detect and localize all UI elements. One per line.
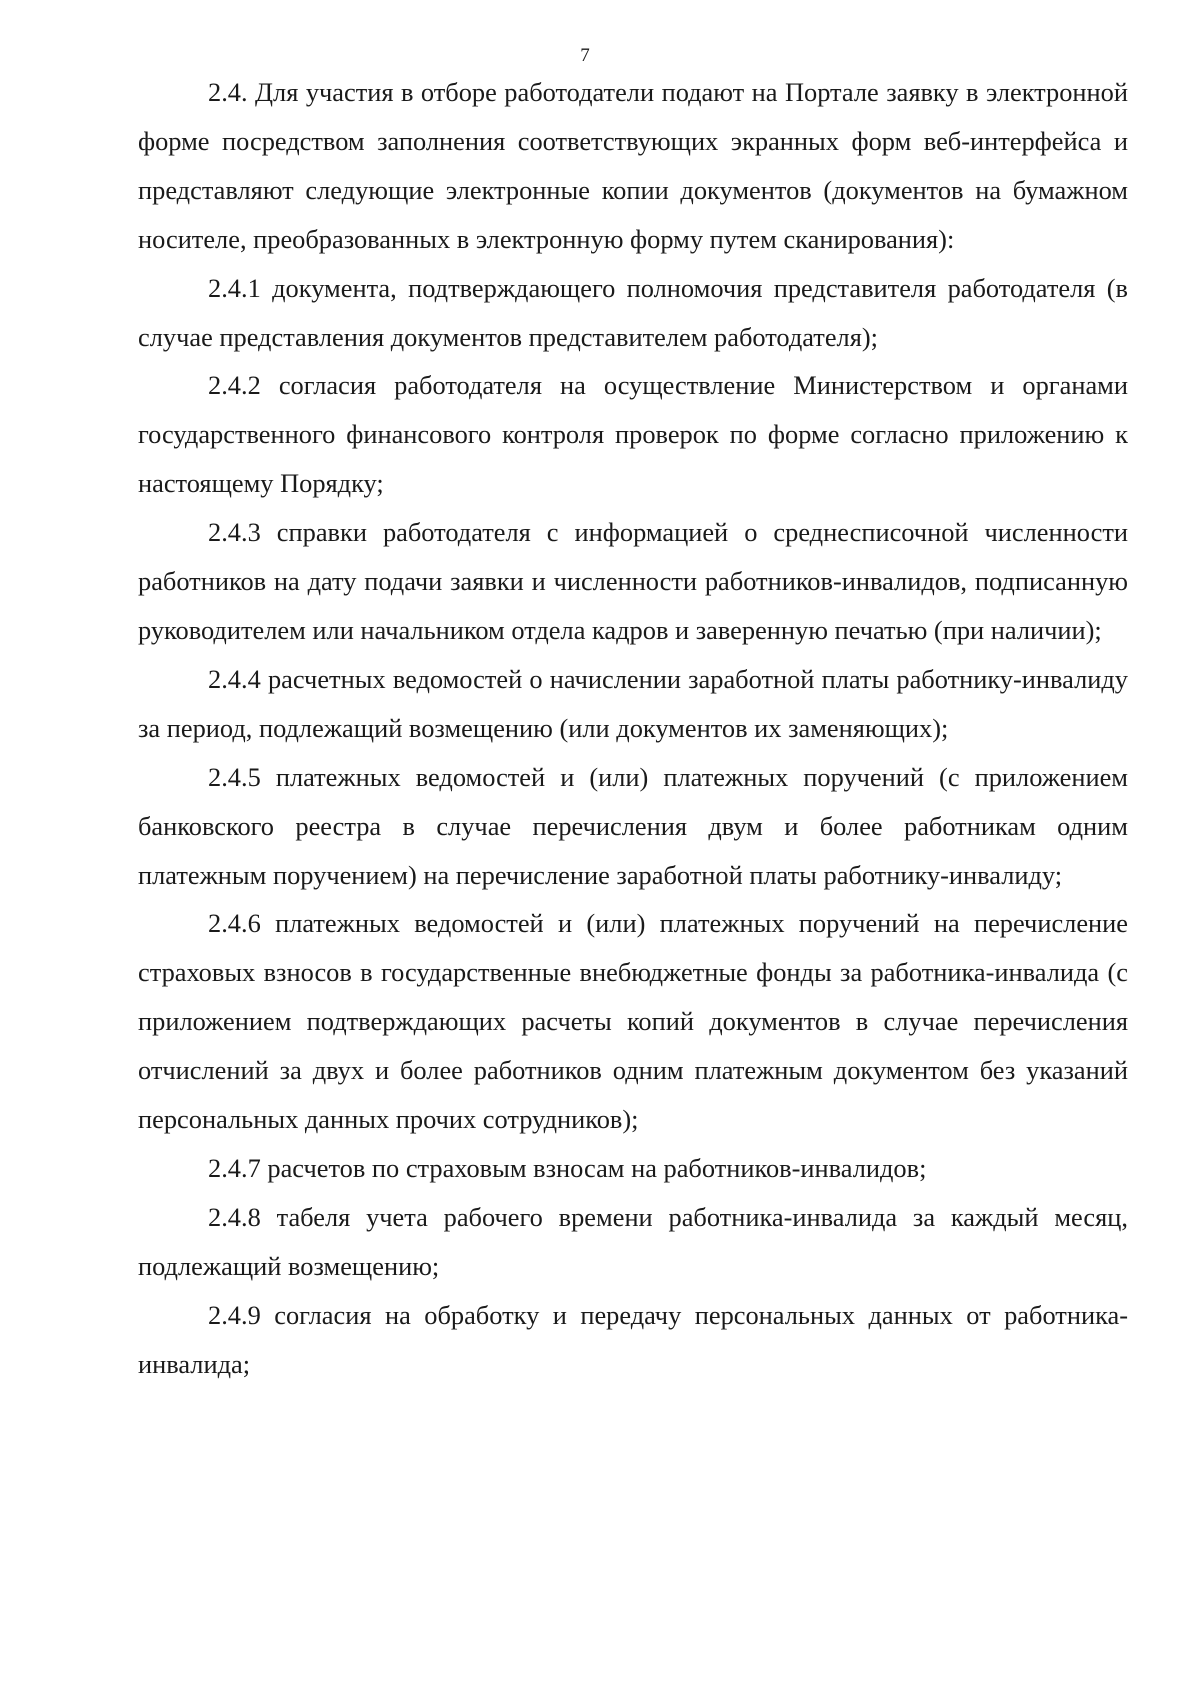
paragraph-2-4: 2.4. Для участия в отборе работодатели подают на Портале заявку в электронной форме посредством заполнения соответствующих экранных форм веб-интерфейса и представляют следующие электронные копии документов (документов на бумажном носителе, преобразованных в электронную форму путем сканирования): xyxy=(138,77,1128,254)
paragraph-2-4-5: 2.4.5 платежных ведомостей и (или) платежных поручений (с приложением банковского реестра в случае перечисления двум и более работникам одним платежным поручением) на перечисление заработной платы работнику-инвалиду; xyxy=(138,761,1128,890)
paragraph-2-4-3: 2.4.3 справки работодателя с информацией о среднесписочной численности работников на дату подачи заявки и численности работников-инвалидов, подписанную руководителем или начальником отдела кадров и заверенную печатью (при наличии); xyxy=(138,517,1128,645)
paragraph-2-4-7: 2.4.7 расчетов по страховым взносам на работников-инвалидов; xyxy=(208,1152,927,1183)
paragraph-2-4-9: 2.4.9 согласия на обработку и передачу персональных данных от работника-инвалида; xyxy=(138,1299,1128,1379)
paragraph-2-4-2: 2.4.2 согласия работодателя на осуществление Министерством и органами государственного финансового контроля проверок по форме согласно приложению к настоящему Порядку; xyxy=(138,370,1128,499)
paragraph-2-4-6: 2.4.6 платежных ведомостей и (или) платежных поручений на перечисление страховых взносов в государственные внебюджетные фонды за работника-инвалида (с приложением подтверждающих расчеты копий документов в случае перечисления отчислений за двух и более работников одним платежным документом без указаний персональных данных прочих сотрудников); xyxy=(138,908,1128,1135)
paragraph-2-4-4: 2.4.4 расчетных ведомостей о начислении заработной платы работнику-инвалиду за период, подлежащий возмещению (или документов их заменяющих); xyxy=(138,663,1128,743)
paragraph-2-4-1: 2.4.1 документа, подтверждающего полномочия представителя работодателя (в случае представления документов представителем работодателя); xyxy=(138,272,1128,352)
document-body xyxy=(138,68,1128,1388)
page-number: 7 xyxy=(580,45,590,66)
paragraph-2-4-8: 2.4.8 табеля учета рабочего времени работника-инвалида за каждый месяц, подлежащий возмещению; xyxy=(138,1201,1128,1281)
